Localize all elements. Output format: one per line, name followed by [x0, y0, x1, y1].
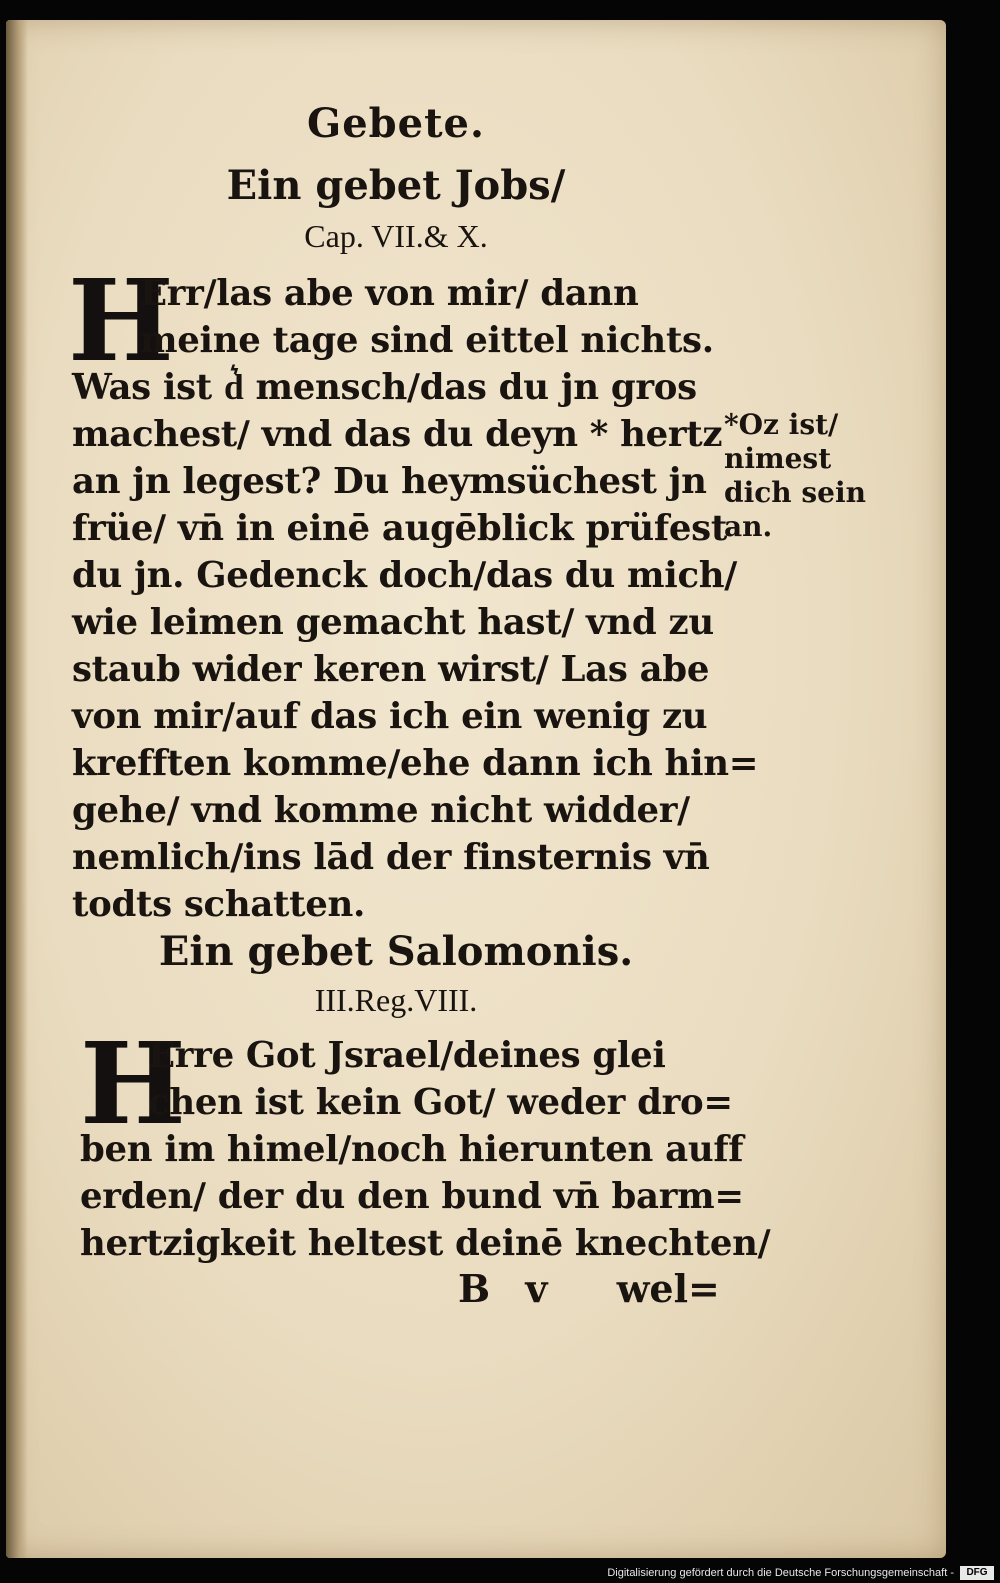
signature-number: v	[525, 1266, 548, 1311]
prayer-text-salomon	[80, 1032, 771, 1267]
catchword-line	[458, 1266, 758, 1311]
text-line: Was ist d͛ mensch/das du jn gros	[72, 367, 697, 408]
digitization-credit: Digitalisierung gefördert durch die Deutsche Forschungsgemeinschaft -	[607, 1567, 954, 1579]
text-line: chen ist kein Got/ weder dro=	[148, 1082, 733, 1123]
text-line: an jn legest? Du heymsüchest jn	[72, 461, 707, 502]
section-subtitle-job: Cap. VII.& X.	[304, 218, 488, 254]
catchword: wel=	[616, 1266, 720, 1311]
text-line: du jn. Gedenck doch/das du mich/	[72, 555, 737, 596]
margin-note-line: an.	[724, 510, 773, 543]
section-title-salomon: Ein gebet Salomonis.	[158, 928, 634, 975]
drop-cap-job: H	[68, 256, 174, 387]
text-line: von mir/auf das ich ein wenig zu	[72, 696, 708, 737]
text-line: wie leimen gemacht hast/ vnd zu	[72, 602, 714, 643]
text-line: früe/ vn̄ in einē augēblick prüfest	[72, 508, 727, 549]
text-line: Err/las abe von mir/ dann	[140, 273, 639, 314]
prayer-text-job	[72, 270, 759, 928]
section-subtitle-salomon: III.Reg.VIII.	[314, 982, 478, 1018]
text-line: Erre Got Jsrael/deines glei	[148, 1035, 666, 1076]
text-line: todts schatten.	[72, 884, 366, 925]
text-line: machest/ vnd das du deyn * hertz	[72, 414, 723, 455]
text-line: erden/ der du den bund vn̄ barm=	[80, 1176, 744, 1217]
margin-note	[724, 408, 874, 544]
book-page	[6, 20, 946, 1558]
text-line: nemlich/ins lād der finsternis vn̄	[72, 837, 710, 878]
text-line: gehe/ vnd komme nicht widder/	[72, 790, 690, 831]
text-line: staub wider keren wirst/ Las abe	[72, 649, 710, 690]
drop-cap-salomon: H	[80, 1019, 186, 1150]
text-line: meine tage sind eittel nichts.	[140, 320, 714, 361]
section-title-job: Ein gebet Jobs/	[226, 162, 566, 209]
signature-mark: B	[458, 1266, 491, 1311]
text-line: hertzigkeit heltest deinē knechten/	[80, 1223, 771, 1264]
margin-note-line: dich sein	[724, 476, 866, 509]
margin-note-line: nimest	[724, 442, 832, 475]
margin-note-line: *Oz ist/	[724, 408, 839, 441]
running-head: Gebete.	[307, 100, 485, 147]
text-line: ben im himel/noch hierunten auff	[80, 1129, 744, 1170]
dfg-logo: DFG	[960, 1566, 994, 1580]
text-line: krefften komme/ehe dann ich hin=	[72, 743, 759, 784]
